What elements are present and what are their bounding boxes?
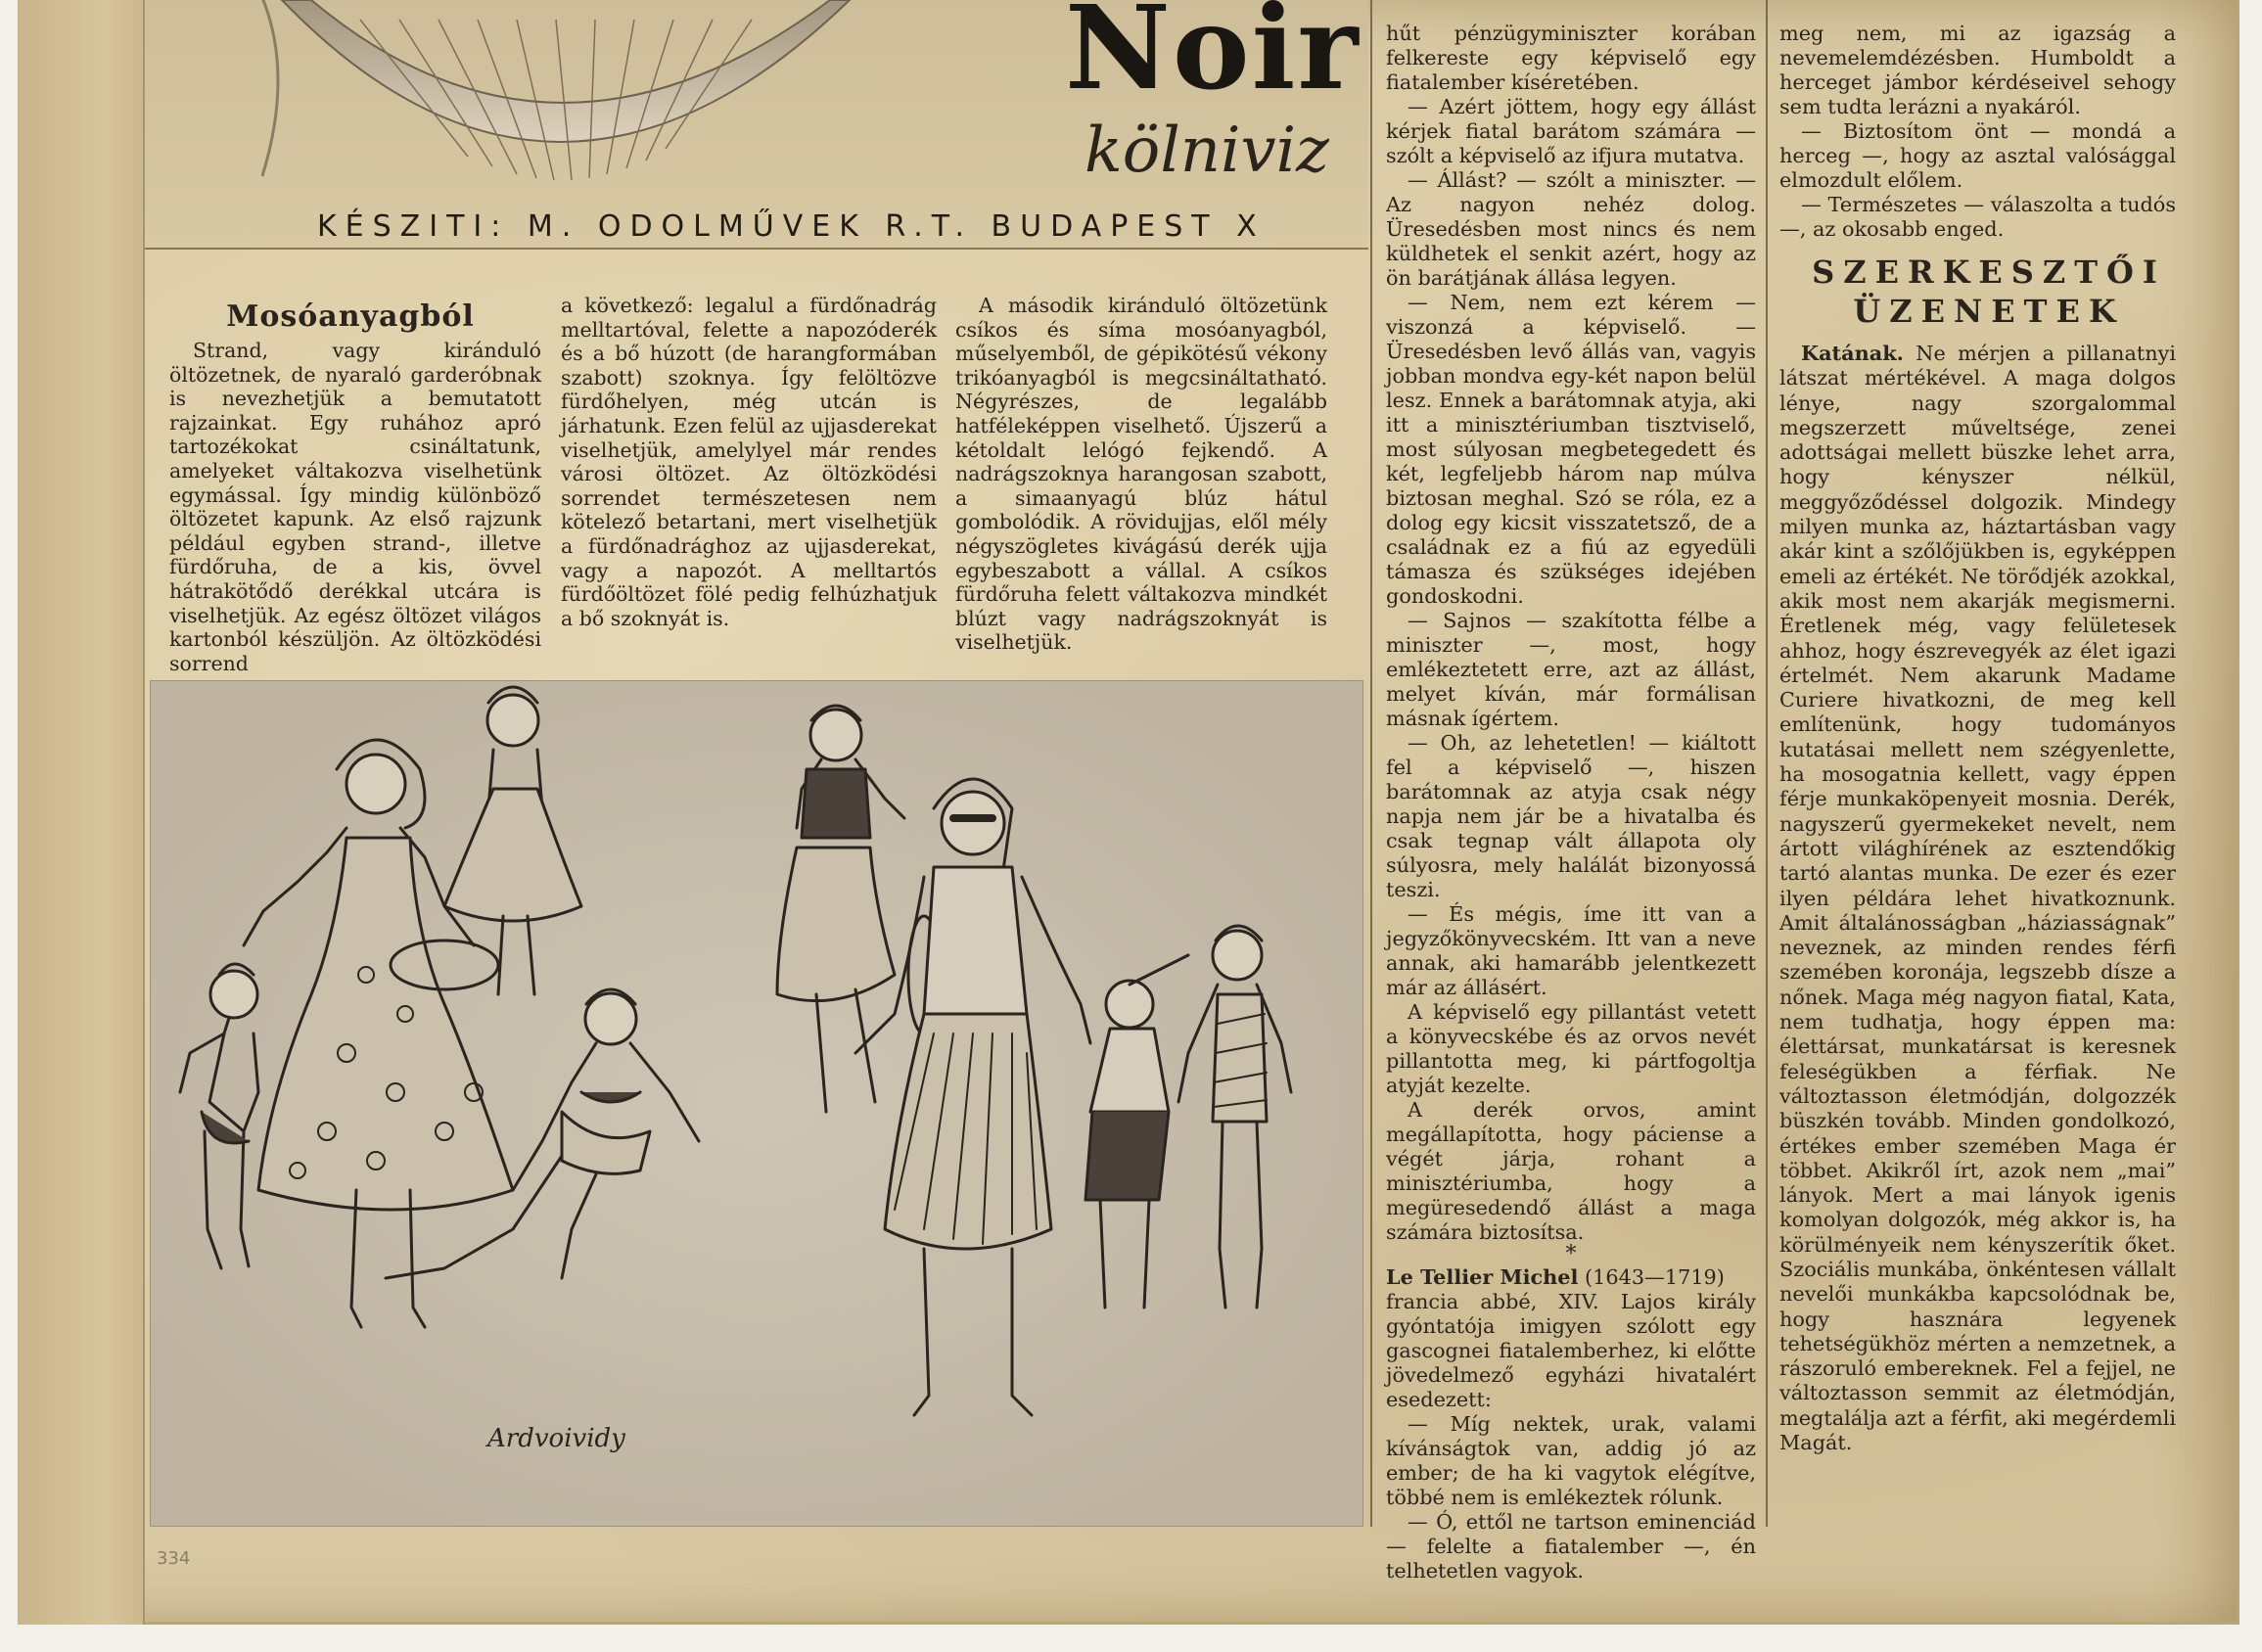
far-right-column xyxy=(1779,22,2176,242)
article-column-3 xyxy=(955,294,1327,655)
far-right-paragraph: meg nem, mi az igazság a nevemelemdézésben. Humboldt a herceget jámbor kérdéseivel sehogy sem tudta lerázni a nyakáról. xyxy=(1779,22,2176,118)
far-right-paragraph: — Természetes — válaszolta a tudós —, az okosabb enged. xyxy=(1779,193,2176,241)
article-paragraph: a következő: legalul a fürdőnadrág melltartóval, felette a napozóderék és a bő húzott (de harangformában szabott) szoknya. Így felöltözve fürdőhelyen, még utcán is járhatunk. Ezen felül az ujjasderekat viselhetjük, amelylyel már rendes városi öltözet. Az öltözködési sorrendet természetesen nem kötelező betartani, mert viselhetjük a fürdőnadrághoz az ujjasderekat, vagy a napozót. A melltartós fürdőöltözet fölé pedig felhúzhatjuk a bő szoknyát is. xyxy=(561,294,937,630)
story-paragraph: francia abbé, XIV. Lajos király gyóntatója imigyen szólott egy gascognei fiatalemberhez, ki előtte jövedelmező egyházi hivatalért esedezett: xyxy=(1386,1290,1756,1411)
product-name: kölniviz xyxy=(1085,115,1329,187)
anecdote-heading xyxy=(1386,1264,1756,1290)
story-paragraph: A derék orvos, amint megállapította, hogy páciense a végét járja, rohant a minisztériumba, hogy a megüresedendő állást a maga számára biztosítsa. xyxy=(1386,1098,1756,1244)
section-separator: * xyxy=(1565,1242,1577,1266)
story-paragraph: — Ó, ettől ne tartson eminenciád — felelte a fiatalember —, én telhetetlen vagyok. xyxy=(1386,1510,1756,1583)
story-paragraph: — Állást? — szólt a miniszter. — Az nagyon nehéz dolog. Üresedésben most nincs és nem küldhetek el senkit azért, hogy az ön barátjának állása legyen. xyxy=(1386,168,1756,290)
story-paragraph: — És mégis, íme itt van a jegyzőkönyvecském. Itt van a neve annak, aki hamarább jelentkezett már az állásért. xyxy=(1386,902,1756,999)
anecdote-heading-name: Le Tellier Michel xyxy=(1386,1264,1579,1289)
brand-name: Noir xyxy=(1065,0,1361,115)
child-figure-right xyxy=(1085,955,1188,1308)
woman-floral-dress xyxy=(244,740,513,1327)
left-ad-fragment xyxy=(18,0,145,1625)
far-right-paragraph: — Biztosítom önt — mondá a herceg —, hogy az asztal valósággal elmozdult előlem. xyxy=(1779,119,2176,192)
letter-paragraph xyxy=(1779,341,2176,1455)
column-divider xyxy=(1766,0,1768,1527)
woman-striped-swimsuit xyxy=(1178,926,1291,1308)
article-column-2 xyxy=(561,294,937,630)
page-number: 334 xyxy=(157,1548,191,1569)
column-divider xyxy=(1370,0,1372,1527)
anecdote-heading-years: (1643—1719) xyxy=(1585,1265,1725,1289)
editorial-letter xyxy=(1779,341,2176,1455)
illustrator-signature: Ardvoividy xyxy=(487,1424,625,1453)
letter-body: Ne mérjen a pillanatnyi látszat mértékével. A maga dolgos lénye, nagy szorgalommal megszerzett műveltsége, zenei adottságai mellett büszke lehet arra, hogy kényszer nélkül, meggyőződéssel dolgozik. Mindegy milyen munka az, háztartásban vagy akár kint a szőlőjükben is, egyképpen emeli az értékét. Ne törődjék azokkal, akik most nem akarják megismerni. Éretlenek még, vagy felületesek ahhoz, hogy észrevegyék az élet igazi értelmét. Nem akarunk Madame Curiere hivatkozni, de meg kell említenünk, hogy tudományos kutatásai mellett nem szégyenlette, ha mosogatnia kellett, vagy éppen férje munkaköpenyeit mosnia. Derék, nagyszerű gyermekeket nevelt, nem ártott világhírének az esztendőkig tartó alantas munka. De ezer és ezer ilyen példára lehet hivatkoznunk. Amit általánosságban „háziasságnak” neveznek, az minden rendes férfi szemében koronája, legszebb dísze a nőnek. Maga még nagyon fiatal, Kata, nem tudhatja, hogy éppen ma: élettársat, munkatársat is keresnek feleségükben a férfiak. Ne változtasson életmódján, dolgozzék büszkén tovább. Minden gondolkozó, értékes ember szemében Maga ér többet. Akikről írt, azok nem „mai” lányok. Mert a mai lányok igenis komolyan dolgozók, még akkor is, ha körülményeik nem kényszerítik őket. Szociális munkába, önkéntesen vállalt nevelői munkákba kapcsolódnak be, hogy hasznára legyenek tehetségükhöz mérten a nemzetnek, a rászoruló embereknek. Fel a fejjel, ne változtasson semmit az életmódján, megtalálja azt a férfit, aki megérdemli Magát. xyxy=(1779,342,2176,1455)
manufacturer-line: KÉSZITI: M. ODOLMŰVEK R.T. BUDAPEST X xyxy=(317,209,1266,244)
section-title-line: SZERKESZTŐI xyxy=(1812,253,2166,291)
editorial-messages-title xyxy=(1797,252,2181,331)
section-title-line: ÜZENETEK xyxy=(1853,293,2125,330)
newspaper-page xyxy=(18,0,2239,1625)
child-figure-left xyxy=(180,964,258,1268)
article-paragraph: Strand, vagy kiránduló öltözetnek, de nyaraló garderóbnak is nevezhetjük a bemutatott rajzainkat. Egy ruhához apró tartozékokat csináltatunk, amelyeket váltakozva viselhetünk egymással. Így mindig különböző öltözetet kapunk. Az első rajzunk például egyben strand-, illetve fürdőruha, de a kis, övvel hátrakötődő derékkal utcára is viselhetjük. Az egész öltözet világos kartonból készüljön. Az öltözködési sorrend xyxy=(169,339,541,675)
perfume-advertisement xyxy=(145,0,1368,250)
story-paragraph: — Azért jöttem, hogy egy állást kérjek fiatal barátom számára — szólt a képviselő az ifjura mutatva. xyxy=(1386,95,1756,167)
story-paragraph: — Nem, nem ezt kérem — viszonzá a képviselő. — Üresedésben levő állás van, vagyis jobban mondva egy-két napon belül lesz. Ennek a barátomnak atyja, aki itt a minisztériumban tisztviselő, most súlyosan megbetegedett és két, legfeljebb három nap múlva biztosan meghal. Szó se róla, ez a dolog egy kicsit visszatetsző, de a családnak ez a fiú az egyedüli támasza és szükséges idejében gondoskodni. xyxy=(1386,291,1756,608)
anecdote-column xyxy=(1386,22,1756,1583)
fan-illustration xyxy=(243,0,869,225)
story-paragraph: — Míg nektek, urak, valami kívánságtok van, addig jó az ember; de ha ki vagytok elégítve, többé nem is emlékeztek rólunk. xyxy=(1386,1412,1756,1509)
story-paragraph: hűt pénzügyminiszter korában felkereste egy képviselő egy fiatalember kíséretében. xyxy=(1386,22,1756,94)
story-paragraph: A képviselő egy pillantást vetett a könyvecskébe és az orvos nevét pillantotta meg, ki pártfogoltja atyját kezelte. xyxy=(1386,1000,1756,1097)
woman-striped-skirt xyxy=(855,779,1090,1415)
story-paragraph: — Oh, az lehetetlen! — kiáltott fel a képviselő —, hiszen barátomnak az atyja csak négy napja nem jár be a hivatalba és csak tegnap vált állapota oly súlyosra, mely halálát bizonyossá teszi. xyxy=(1386,731,1756,901)
fashion-illustration xyxy=(150,680,1363,1527)
article-column-1 xyxy=(169,339,541,675)
fashion-figures-drawing xyxy=(151,681,1364,1528)
letter-addressee: Katának. xyxy=(1801,341,1904,365)
story-paragraph: — Sajnos — szakította félbe a miniszter —, most, hogy emlékeztetett erre, azt az állást, melyet kíván, már formálisan másnak ígértem. xyxy=(1386,609,1756,730)
article-paragraph: A második kiránduló öltözetünk csíkos és síma mosóanyagból, műselyemből, de gépikötésű vékony trikóanyagból is megcsináltatható. Négyrészes, de legalább hatféleképpen viselhető. Újszerű a kétoldalt lelógó fejkendő. A nadrágszoknya harangosan szabott, a simaanyagú blúz hátul gombolódik. A rövidujjas, elől mély négyszögletes kivágású derék ujja egybeszabott a vállal. A csíkos fürdőruha felett váltakozva mindkét blúzt vagy nadrágszoknyát is viselhetjük. xyxy=(955,294,1327,655)
article-title: Mosóanyagból xyxy=(226,299,475,334)
